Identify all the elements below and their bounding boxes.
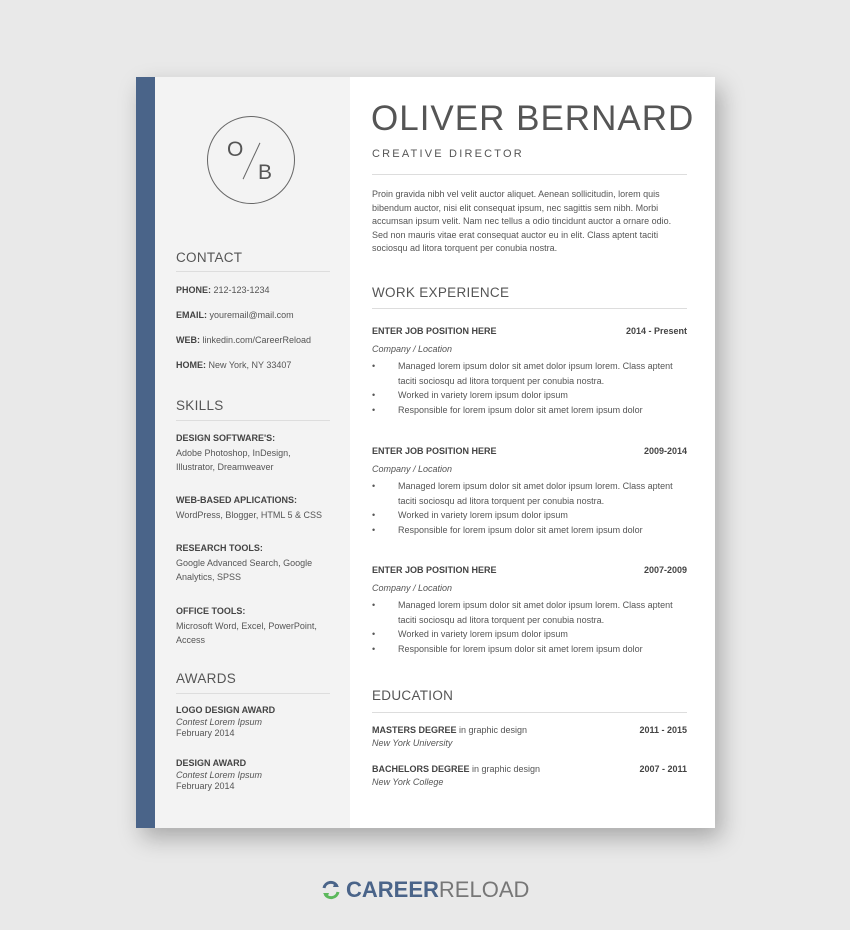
skill-value: WordPress, Blogger, HTML 5 & CSS	[176, 509, 323, 520]
school: New York University	[372, 738, 453, 748]
skill-group	[176, 493, 331, 522]
brand-part2: RELOAD	[438, 877, 530, 902]
value: youremail@mail.com	[207, 310, 294, 320]
education-heading: EDUCATION	[372, 688, 454, 703]
job-bullet: • Managed lorem ipsum dolor sit amet dolor ipsum lorem. Class aptent taciti sociosqu ad litora torquent per conubia nostra.	[372, 479, 687, 508]
divider	[372, 174, 687, 175]
resume-page	[136, 77, 715, 828]
divider	[372, 712, 687, 713]
skill-value: Microsoft Word, Excel, PowerPoint, Access	[176, 620, 317, 645]
monogram	[207, 116, 295, 204]
contact-web	[176, 333, 331, 348]
job-bullets	[372, 359, 687, 417]
skill-label: OFFICE TOOLS:	[176, 606, 246, 616]
skill-value: Google Advanced Search, Google Analytics, SPSS	[176, 557, 313, 582]
award-date: February 2014	[176, 728, 235, 738]
job-bullet: • Responsible for lorem ipsum dolor sit amet lorem ipsum dolor	[372, 403, 687, 418]
job-bullets	[372, 598, 687, 656]
job-position: ENTER JOB POSITION HERE	[372, 446, 497, 456]
award-org: Contest Lorem Ipsum	[176, 769, 263, 780]
award-item	[176, 758, 331, 793]
skill-label: DESIGN SOFTWARE'S:	[176, 433, 276, 443]
job-entry	[372, 324, 687, 417]
candidate-title: CREATIVE DIRECTOR	[372, 148, 524, 160]
job-bullet: • Responsible for lorem ipsum dolor sit amet lorem ipsum dolor	[372, 523, 687, 538]
label: EMAIL:	[176, 310, 207, 320]
job-company: Company / Location	[372, 582, 453, 593]
job-company: Company / Location	[372, 463, 453, 474]
job-entry	[372, 563, 687, 656]
label: WEB:	[176, 335, 200, 345]
job-bullet: • Worked in variety lorem ipsum dolor ipsum	[372, 627, 687, 642]
award-org: Contest Lorem Ipsum	[176, 716, 263, 727]
divider	[176, 420, 330, 421]
label: PHONE:	[176, 285, 212, 295]
monogram-first: O	[227, 138, 244, 161]
monogram-second: B	[258, 161, 273, 184]
value: 212-123-1234	[211, 285, 270, 295]
job-bullet: • Worked in variety lorem ipsum dolor ipsum	[372, 508, 687, 523]
contact-home	[176, 358, 331, 373]
careerreload-logo	[320, 877, 529, 903]
skill-group	[176, 431, 331, 475]
brand-part1: CAREER	[346, 877, 439, 902]
accent-bar	[136, 77, 155, 828]
skills-heading: SKILLS	[176, 398, 224, 413]
job-bullets	[372, 479, 687, 537]
skill-label: WEB-BASED APLICATIONS:	[176, 495, 297, 505]
skill-label: RESEARCH TOOLS:	[176, 543, 263, 553]
summary: Proin gravida nibh vel velit auctor aliquet. Aenean sollicitudin, lorem quis bibendum auctor, nisi elit consequat ipsum, nec sagittis sem nibh. Morbi accumsan ipsum velit. Nam nec tellus a odio tincidunt auctor a ornare odio. Sed non mauris vitae erat consequat auctor eu in elit. Class aptent taciti sociosqu ad litora torquent per conubia nostra.	[372, 189, 672, 253]
awards-heading: AWARDS	[176, 671, 237, 686]
skill-group	[176, 541, 331, 585]
value: New York, NY 33407	[206, 360, 292, 370]
label: HOME:	[176, 360, 206, 370]
job-bullet: • Managed lorem ipsum dolor sit amet dolor ipsum lorem. Class aptent taciti sociosqu ad litora torquent per conubia nostra.	[372, 598, 687, 627]
job-bullet: • Responsible for lorem ipsum dolor sit amet lorem ipsum dolor	[372, 642, 687, 657]
degree: MASTERS DEGREE	[372, 725, 457, 735]
job-position: ENTER JOB POSITION HERE	[372, 565, 497, 575]
job-position: ENTER JOB POSITION HERE	[372, 326, 497, 336]
job-dates: 2007-2009	[643, 565, 687, 575]
award-item	[176, 705, 331, 740]
divider	[176, 693, 330, 694]
field: in graphic design	[456, 725, 528, 735]
job-dates: 2009-2014	[643, 446, 687, 456]
education-dates: 2011 - 2015	[639, 725, 687, 735]
award-title: LOGO DESIGN AWARD	[176, 705, 276, 715]
job-entry	[372, 444, 687, 537]
skill-group	[176, 604, 331, 648]
job-company: Company / Location	[372, 343, 453, 354]
job-bullet: • Worked in variety lorem ipsum dolor ipsum	[372, 388, 687, 403]
reload-icon	[320, 879, 342, 901]
job-bullet: • Managed lorem ipsum dolor sit amet dolor ipsum lorem. Class aptent taciti sociosqu ad litora torquent per conubia nostra.	[372, 359, 687, 388]
contact-heading: CONTACT	[176, 250, 243, 265]
value: linkedin.com/CareerReload	[200, 335, 312, 345]
school: New York College	[372, 777, 444, 787]
work-heading: WORK EXPERIENCE	[372, 285, 510, 300]
education-dates: 2007 - 2011	[639, 764, 687, 774]
contact-phone	[176, 283, 331, 298]
job-dates: 2014 - Present	[625, 326, 687, 336]
education-item	[372, 724, 687, 750]
candidate-name: OLIVER BERNARD	[371, 99, 695, 138]
skill-value: Adobe Photoshop, InDesign, Illustrator, Dreamweaver	[176, 447, 291, 472]
award-date: February 2014	[176, 781, 235, 791]
contact-email	[176, 308, 331, 323]
field: in graphic design	[469, 764, 541, 774]
divider	[372, 308, 687, 309]
award-title: DESIGN AWARD	[176, 758, 247, 768]
degree: BACHELORS DEGREE	[372, 764, 470, 774]
education-item	[372, 763, 687, 789]
divider	[176, 271, 330, 272]
